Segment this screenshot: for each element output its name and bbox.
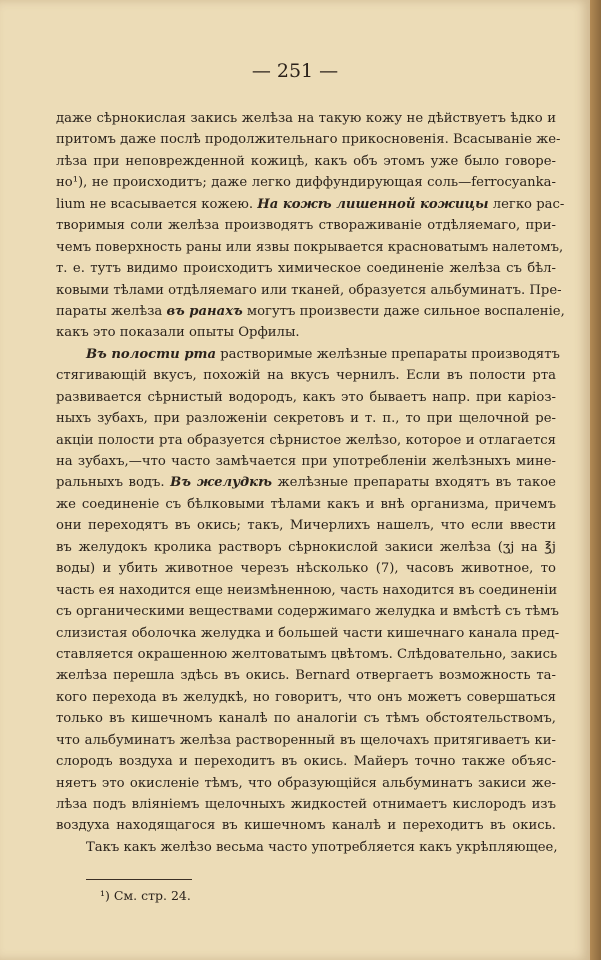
text-line	[56, 515, 556, 536]
text-line	[56, 387, 556, 408]
text-line	[56, 730, 556, 751]
text-line	[56, 258, 556, 279]
line-text: слизистая оболочка желудка и большей части кишечнаго канала пред-	[56, 625, 560, 641]
text-line	[56, 665, 556, 686]
line-text: притомъ даже послѣ продолжительнаго прикосновенія. Всасываніе же-	[56, 132, 561, 148]
line-text-after: желѣзные препараты входятъ въ такое	[271, 475, 556, 491]
text-line	[56, 837, 556, 858]
footnote-rule	[86, 879, 192, 880]
line-emphasis: Въ желудкѣ	[170, 475, 272, 491]
line-emphasis: На кожѣ лишенной кожицы	[257, 196, 489, 212]
text-line	[56, 751, 556, 772]
line-text: развивается сѣрнистый водородъ, какъ это бываетъ напр. при каріоз-	[56, 389, 556, 405]
line-emphasis: Въ полости рта	[86, 346, 217, 362]
text-line	[56, 280, 562, 301]
line-text: слородъ воздуха и переходитъ въ окись. Майеръ точно также объяс-	[56, 754, 556, 770]
text-line	[56, 794, 556, 815]
line-text: лѣза при неповрежденной кожицѣ, какъ объ этомъ уже было говоре-	[56, 153, 556, 169]
line-text: акціи полости рта образуется сѣрнистое желѣзо, которое и отлагается	[56, 432, 556, 448]
line-text: но¹), не происходитъ; даже легко диффундирующая соль—ferrocyanka-	[56, 175, 556, 191]
text-line	[56, 322, 556, 343]
line-text: въ желудокъ кролика растворъ сѣрнокислой закиси желѣза (ʒj на ℥j	[56, 539, 556, 555]
text-line	[56, 365, 556, 386]
text-line	[56, 708, 556, 729]
line-text: же соединеніе съ бѣлковыми тѣлами какъ и внѣ организма, причемъ	[56, 496, 556, 512]
text-line	[56, 129, 561, 150]
line-text: какъ это показали опыты Орфилы.	[56, 325, 300, 341]
line-text: параты желѣза	[56, 303, 167, 319]
text-line	[56, 108, 556, 129]
text-line	[56, 687, 556, 708]
text-line	[56, 773, 556, 794]
line-text: часть ея находится еще неизмѣненною, часть находится въ соединеніи	[56, 582, 558, 598]
body-text	[56, 108, 565, 858]
text-line	[56, 237, 564, 258]
line-text: воздуха находящагося въ кишечномъ каналѣ и переходитъ въ окись.	[56, 818, 556, 834]
text-line	[56, 451, 556, 472]
page-number: — 251 —	[251, 60, 339, 82]
line-text-after: растворимые желѣзные препараты производятъ	[216, 346, 560, 362]
line-text: ставляется окрашенною желтоватымъ цвѣтомъ. Слѣдовательно, закись	[56, 646, 558, 662]
text-line	[56, 408, 556, 429]
line-text: воды) и убить животное черезъ нѣсколько (7), часовъ животное, то	[56, 561, 556, 577]
line-text: желѣза перешла здѣсь въ окись. Bernard отвергаетъ возможность та-	[56, 668, 556, 684]
text-line	[56, 430, 556, 451]
line-text: съ органическими веществами содержимаго желудка и вмѣстѣ съ тѣмъ	[56, 604, 559, 620]
line-emphasis: въ ранахъ	[166, 303, 243, 319]
text-line	[56, 301, 565, 322]
text-line	[56, 344, 560, 365]
line-text: они переходятъ въ окись; такъ, Мичерлихъ нашелъ, что если ввести	[56, 518, 556, 534]
line-text: ковыми тѣлами отдѣляемаго или тканей, образуется альбуминатъ. Пре-	[56, 282, 562, 298]
text-line	[56, 472, 556, 493]
line-text: творимыя соли желѣза производятъ створаживаніе отдѣляемаго, при-	[56, 218, 556, 234]
footnote: ¹) См. стр. 24.	[100, 888, 191, 903]
text-line	[56, 580, 556, 601]
line-text: няетъ это окисленіе тѣмъ, что образующійся альбуминатъ закиси же-	[56, 775, 556, 791]
page-edge	[590, 0, 601, 960]
line-text: lium не всасывается кожею.	[56, 196, 258, 212]
line-text: ральныхъ водъ.	[56, 475, 171, 491]
line-text: кого перехода въ желудкѣ, но говоритъ, что онъ можетъ совершаться	[56, 689, 556, 705]
line-text: ныхъ зубахъ, при разложеніи секретовъ и т. п., то при щелочной ре-	[56, 411, 556, 427]
text-line	[56, 815, 556, 836]
text-line	[56, 151, 556, 172]
line-text: Такъ какъ желѣзо весьма часто употребляется какъ укрѣпляющее,	[86, 839, 558, 855]
line-text: лѣза подъ вліяніемъ щелочныхъ жидкостей отнимаетъ кислородъ изъ	[56, 797, 556, 812]
text-line	[56, 623, 560, 644]
text-line	[56, 644, 556, 665]
line-text: даже сѣрнокислая закись желѣза на такую кожу не дѣйствуетъ ѣдко и	[56, 111, 556, 126]
line-text: на зубахъ,—что часто замѣчается при употребленіи желѣзныхъ мине-	[56, 454, 556, 469]
line-text: что альбуминатъ желѣза растворенный въ щелочахъ притягиваетъ ки-	[56, 732, 556, 748]
text-line	[56, 537, 556, 558]
line-text-after: легко рас-	[488, 196, 565, 212]
line-text: стягивающій вкусъ, похожій на вкусъ чернилъ. Если въ полости рта	[56, 368, 556, 384]
text-line	[56, 494, 556, 515]
text-line	[56, 558, 556, 579]
text-line	[56, 172, 556, 193]
text-line	[56, 215, 556, 236]
line-text: только въ кишечномъ каналѣ по аналогіи съ тѣмъ обстоятельствомъ,	[56, 711, 556, 727]
line-text-after: могутъ произвести даже сильное воспаленіе,	[242, 303, 565, 319]
text-line	[56, 194, 565, 215]
line-text: чемъ поверхность раны или язвы покрывается красноватымъ налетомъ,	[56, 239, 564, 255]
text-line	[56, 601, 559, 622]
line-text: т. е. тутъ видимо происходитъ химическое соединеніе желѣза съ бѣл-	[56, 261, 556, 277]
